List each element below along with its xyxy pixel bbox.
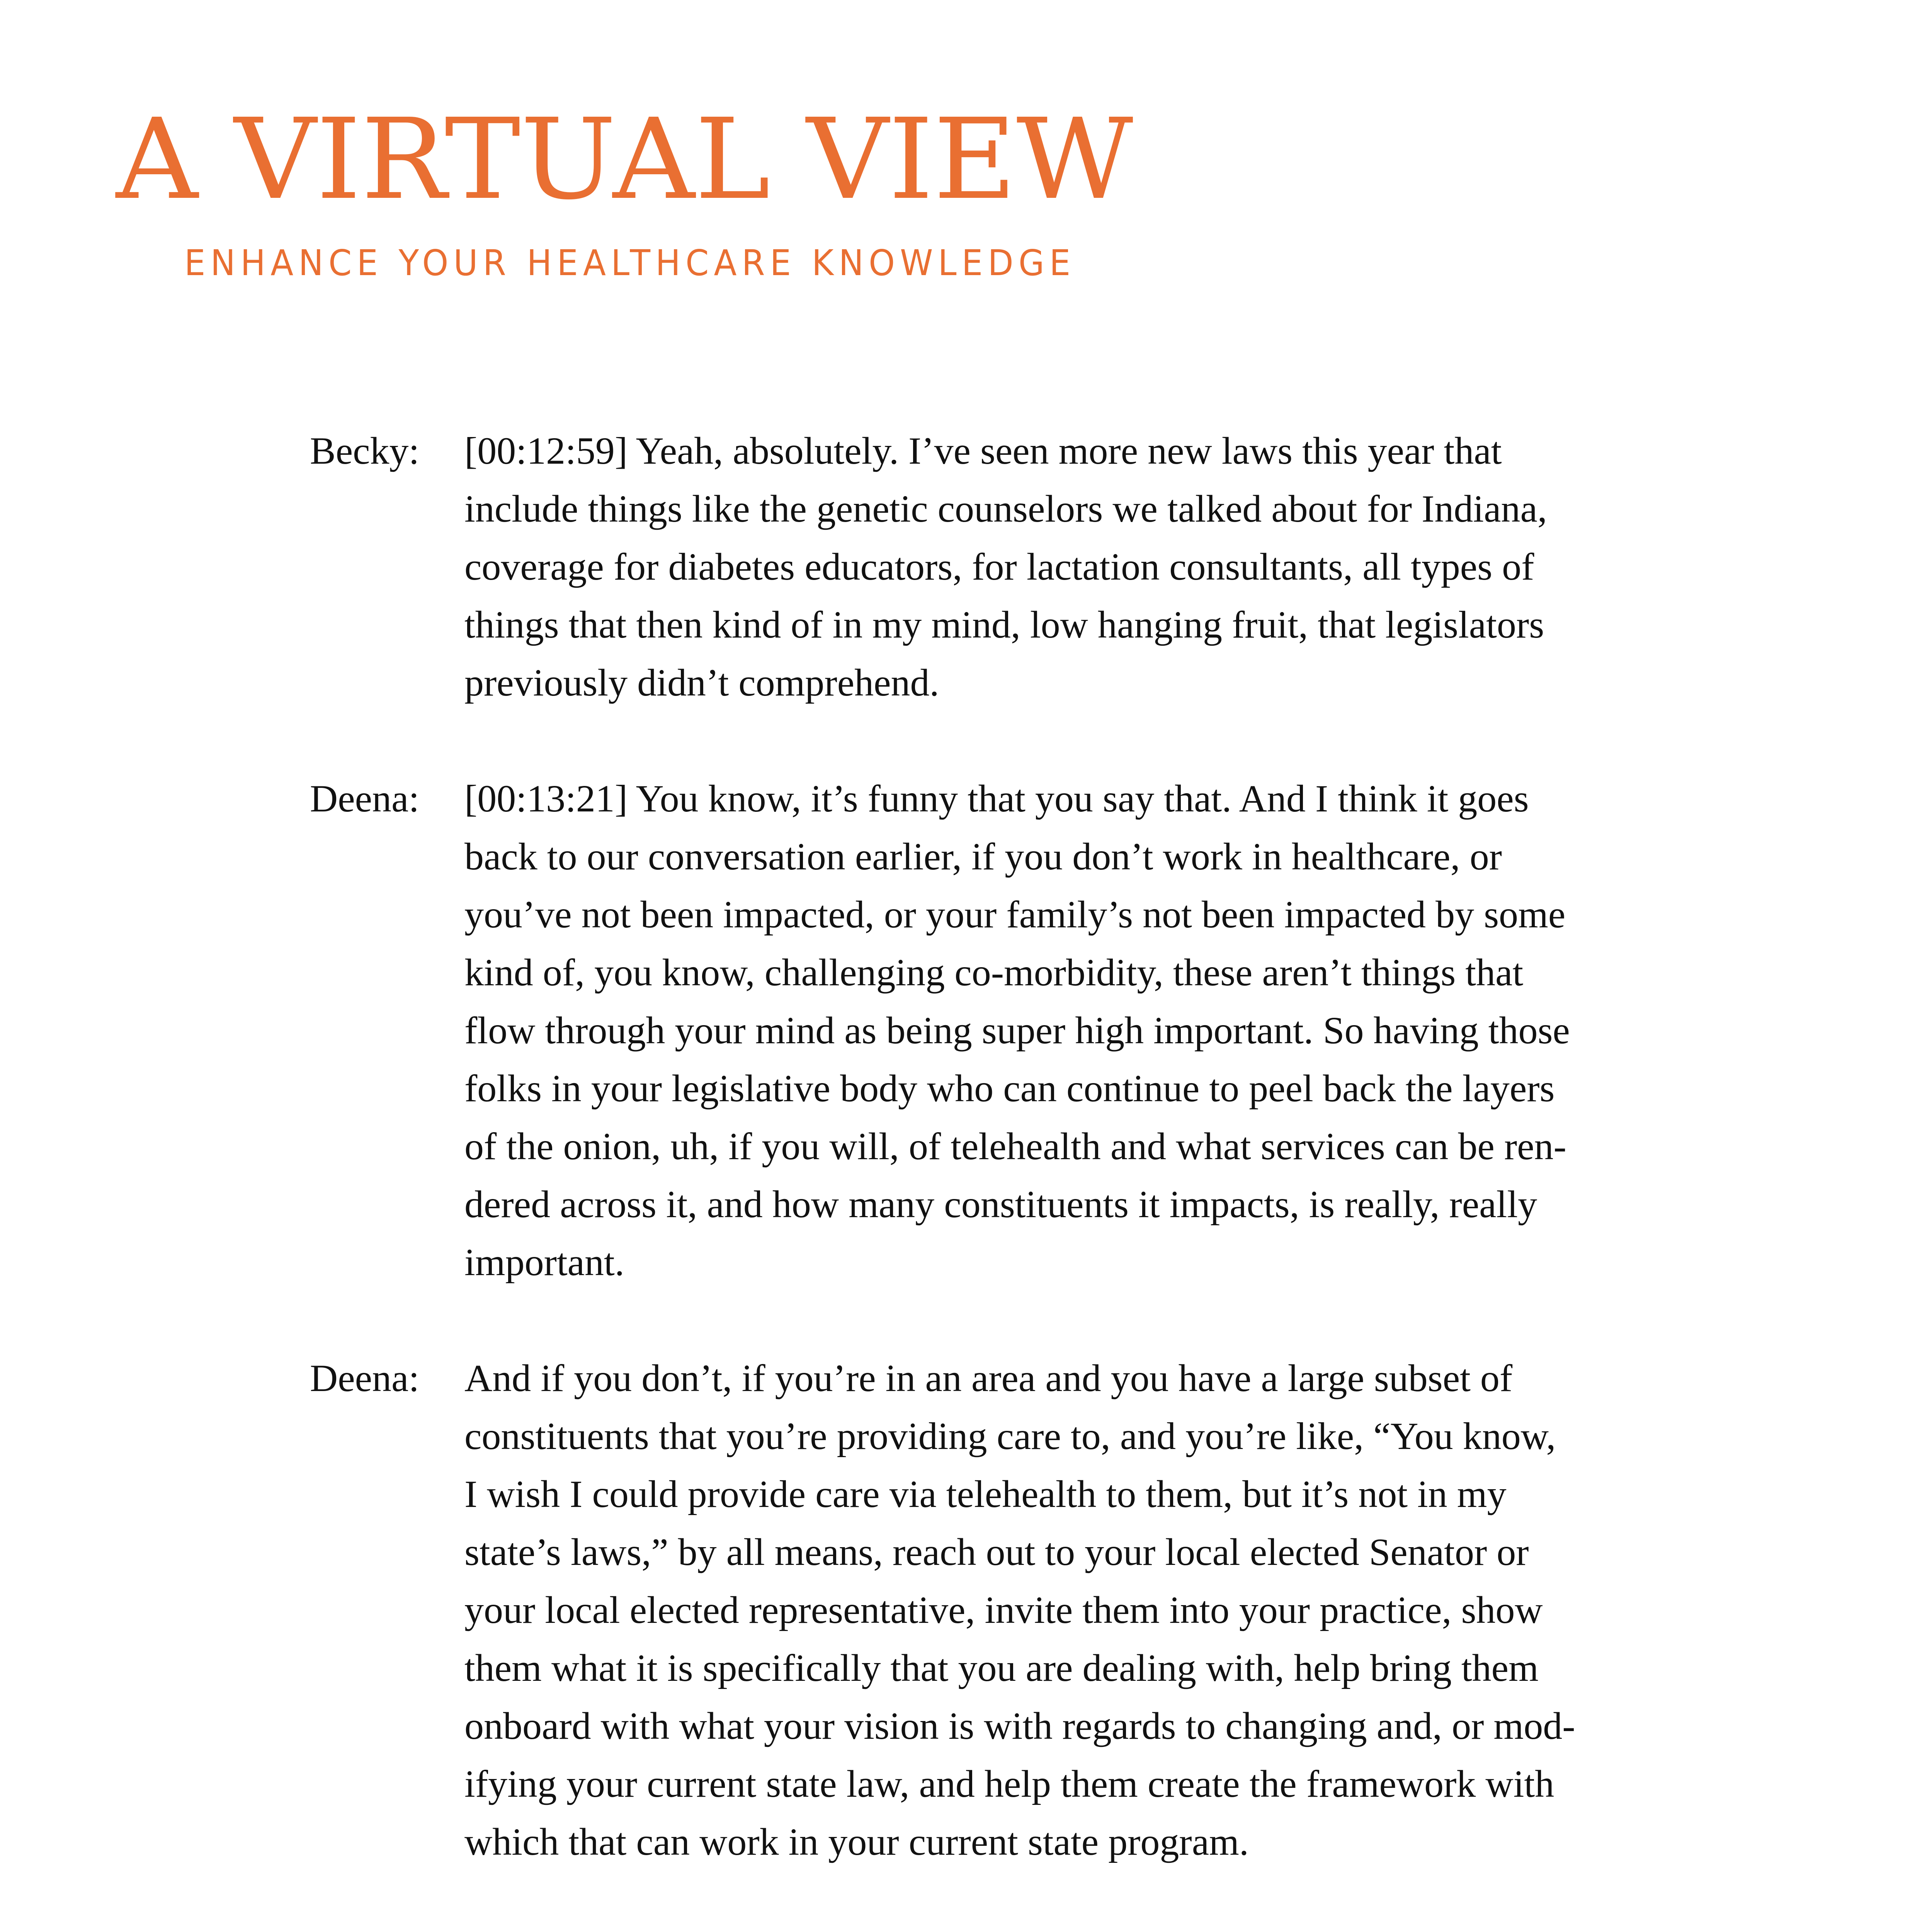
- transcript-line: coverage for diabetes educators, for lactation consultants, all types of: [464, 545, 1534, 588]
- transcript-line: back to our conversation earlier, if you don’t work in healthcare, or: [464, 835, 1502, 878]
- transcript-line: of the onion, uh, if you will, of telehealth and what services can be ren-: [464, 1125, 1566, 1168]
- page-title: A VIRTUAL VIEW: [116, 95, 1133, 224]
- transcript-line: which that can work in your current state program.: [464, 1820, 1249, 1863]
- transcript-line: And if you don’t, if you’re in an area and you have a large subset of: [464, 1357, 1513, 1400]
- transcript-line: dered across it, and how many constituents it impacts, is really, really: [464, 1183, 1537, 1226]
- transcript-line: them what it is specifically that you are dealing with, help bring them: [464, 1646, 1539, 1689]
- transcript-line: onboard with what your vision is with regards to changing and, or mod-: [464, 1704, 1575, 1747]
- transcript-line: previously didn’t comprehend.: [464, 661, 939, 704]
- transcript-line: [00:13:21] You know, it’s funny that you say that. And I think it goes: [464, 777, 1529, 820]
- transcript-line: folks in your legislative body who can continue to peel back the layers: [464, 1067, 1555, 1110]
- transcript-line: important.: [464, 1241, 624, 1284]
- transcript-line: include things like the genetic counselors we talked about for Indiana,: [464, 487, 1547, 530]
- transcript-line: you’ve not been impacted, or your family’s not been impacted by some: [464, 893, 1566, 936]
- speaker-label: Deena:: [310, 777, 420, 820]
- transcript-line: I wish I could provide care via telehealth to them, but it’s not in my: [464, 1473, 1507, 1515]
- transcript-line: things that then kind of in my mind, low hanging fruit, that legislators: [464, 603, 1544, 646]
- transcript-line: [00:12:59] Yeah, absolutely. I’ve seen more new laws this year that: [464, 429, 1502, 472]
- transcript-line: constituents that you’re providing care to, and you’re like, “You know,: [464, 1415, 1556, 1458]
- transcript-line: kind of, you know, challenging co-morbidity, these aren’t things that: [464, 951, 1524, 994]
- transcript-line: flow through your mind as being super high important. So having those: [464, 1009, 1570, 1052]
- transcript-line: your local elected representative, invite them into your practice, show: [464, 1588, 1543, 1631]
- page-subtitle: ENHANCE YOUR HEALTHCARE KNOWLEDGE: [184, 242, 1076, 284]
- speaker-label: Becky:: [310, 429, 420, 472]
- transcript-line: state’s laws,” by all means, reach out to your local elected Senator or: [464, 1531, 1529, 1573]
- transcript-line: ifying your current state law, and help them create the framework with: [464, 1762, 1554, 1805]
- speaker-label: Deena:: [310, 1357, 420, 1400]
